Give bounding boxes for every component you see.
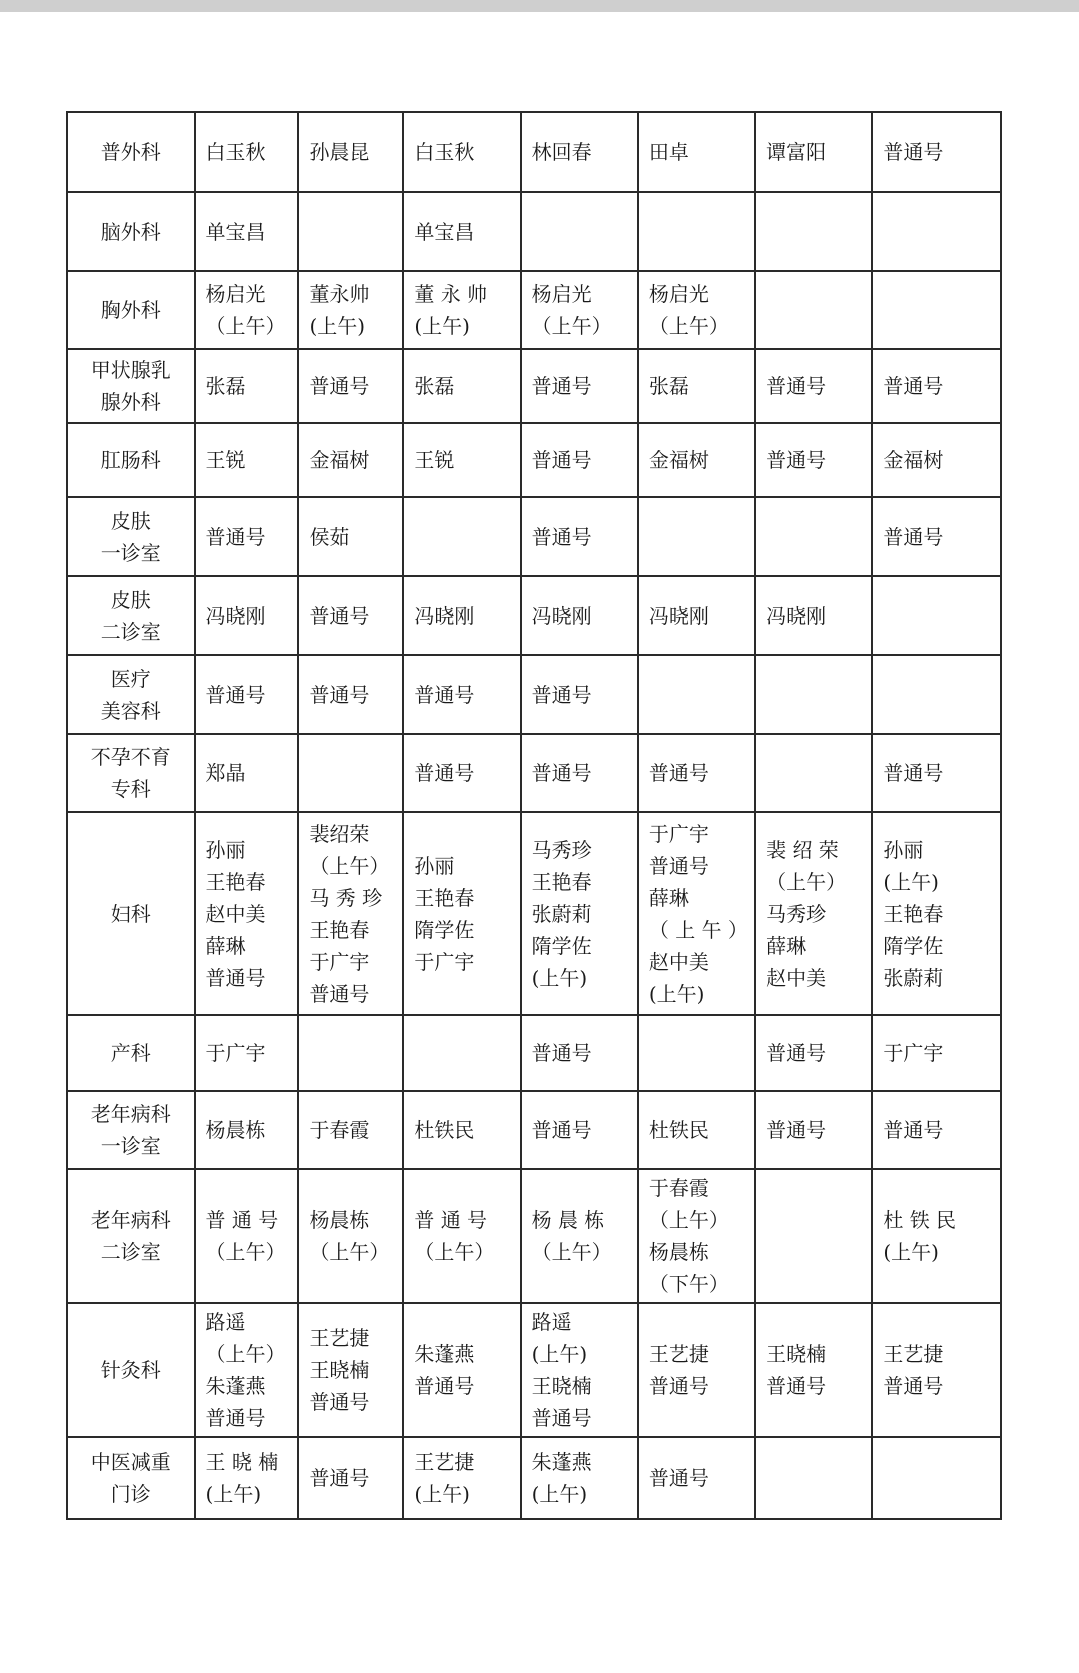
schedule-cell — [638, 1015, 755, 1091]
schedule-cell — [638, 497, 755, 576]
clinic-schedule-table — [66, 111, 1002, 1520]
schedule-cell: 普通号 — [521, 1091, 638, 1169]
schedule-cell — [403, 1015, 520, 1091]
schedule-cell: 张磊 — [195, 349, 299, 423]
schedule-cell — [872, 1437, 1001, 1519]
table-row — [67, 349, 1001, 423]
department-cell: 皮肤 二诊室 — [67, 576, 195, 655]
schedule-cell: 杨启光 （上午） — [521, 271, 638, 349]
table-row — [67, 655, 1001, 734]
schedule-cell: 于广宇 — [872, 1015, 1001, 1091]
schedule-cell: 单宝昌 — [403, 192, 520, 271]
schedule-cell: 普通号 — [872, 497, 1001, 576]
table-row — [67, 1091, 1001, 1169]
schedule-cell: 孙晨昆 — [298, 112, 403, 192]
schedule-cell — [872, 192, 1001, 271]
schedule-cell — [403, 497, 520, 576]
schedule-cell: 于春霞 （上午） 杨晨栋 （下午） — [638, 1169, 755, 1303]
schedule-cell: 金福树 — [298, 423, 403, 497]
schedule-cell: 普通号 — [521, 423, 638, 497]
schedule-cell: 普通号 — [872, 112, 1001, 192]
schedule-cell — [755, 655, 872, 734]
schedule-cell: 林回春 — [521, 112, 638, 192]
schedule-cell: 王艺捷 王晓楠 普通号 — [298, 1303, 403, 1437]
department-cell: 产科 — [67, 1015, 195, 1091]
schedule-cell: 于春霞 — [298, 1091, 403, 1169]
schedule-cell: 普通号 — [872, 734, 1001, 812]
schedule-cell — [872, 655, 1001, 734]
schedule-cell: 裴 绍 荣 （上午） 马秀珍 薛琳 赵中美 — [755, 812, 872, 1015]
schedule-cell: 冯晓刚 — [521, 576, 638, 655]
department-cell: 甲状腺乳 腺外科 — [67, 349, 195, 423]
schedule-cell — [755, 734, 872, 812]
schedule-cell: 杨 晨 栋 （上午） — [521, 1169, 638, 1303]
schedule-cell: 普通号 — [298, 1437, 403, 1519]
schedule-cell — [755, 1169, 872, 1303]
schedule-cell: 普通号 — [638, 1437, 755, 1519]
schedule-cell: 朱蓬燕 普通号 — [403, 1303, 520, 1437]
schedule-cell: 冯晓刚 — [755, 576, 872, 655]
schedule-cell: 杨晨栋 — [195, 1091, 299, 1169]
schedule-cell: 金福树 — [872, 423, 1001, 497]
schedule-cell: 普通号 — [872, 349, 1001, 423]
schedule-cell: 普通号 — [755, 423, 872, 497]
department-cell: 胸外科 — [67, 271, 195, 349]
schedule-cell: 于广宇 普通号 薛琳 （ 上 午 ） 赵中美 (上午) — [638, 812, 755, 1015]
schedule-cell — [755, 1437, 872, 1519]
schedule-cell: 王艺捷 (上午) — [403, 1437, 520, 1519]
schedule-cell: 冯晓刚 — [638, 576, 755, 655]
schedule-cell: 张磊 — [403, 349, 520, 423]
schedule-cell: 谭富阳 — [755, 112, 872, 192]
department-cell: 皮肤 一诊室 — [67, 497, 195, 576]
department-cell: 肛肠科 — [67, 423, 195, 497]
schedule-cell: 路遥 （上午） 朱蓬燕 普通号 — [195, 1303, 299, 1437]
schedule-cell: 路遥 (上午) 王晓楠 普通号 — [521, 1303, 638, 1437]
department-cell: 针灸科 — [67, 1303, 195, 1437]
top-gray-bar — [0, 0, 1079, 12]
schedule-cell: 普通号 — [755, 349, 872, 423]
schedule-cell: 郑晶 — [195, 734, 299, 812]
schedule-cell: 普通号 — [298, 349, 403, 423]
table-row — [67, 192, 1001, 271]
schedule-cell: 普 通 号 （上午） — [195, 1169, 299, 1303]
schedule-cell: 于广宇 — [195, 1015, 299, 1091]
schedule-cell: 王 晓 楠 (上午) — [195, 1437, 299, 1519]
schedule-cell — [298, 734, 403, 812]
schedule-cell — [521, 192, 638, 271]
schedule-cell: 普 通 号 （上午） — [403, 1169, 520, 1303]
schedule-cell — [755, 271, 872, 349]
schedule-cell: 王艺捷 普通号 — [872, 1303, 1001, 1437]
schedule-cell: 侯茹 — [298, 497, 403, 576]
department-cell: 普外科 — [67, 112, 195, 192]
schedule-cell: 张磊 — [638, 349, 755, 423]
schedule-cell: 普通号 — [195, 497, 299, 576]
table-row — [67, 734, 1001, 812]
department-cell: 中医减重 门诊 — [67, 1437, 195, 1519]
schedule-cell: 杨晨栋 （上午） — [298, 1169, 403, 1303]
table-row — [67, 271, 1001, 349]
schedule-cell: 普通号 — [298, 655, 403, 734]
schedule-cell: 王晓楠 普通号 — [755, 1303, 872, 1437]
schedule-cell — [755, 192, 872, 271]
table-row — [67, 1303, 1001, 1437]
schedule-cell: 杜铁民 — [638, 1091, 755, 1169]
department-cell: 妇科 — [67, 812, 195, 1015]
schedule-cell: 董 永 帅 (上午) — [403, 271, 520, 349]
table-row — [67, 576, 1001, 655]
department-cell: 医疗 美容科 — [67, 655, 195, 734]
schedule-cell — [872, 576, 1001, 655]
department-cell: 不孕不育 专科 — [67, 734, 195, 812]
schedule-cell: 单宝昌 — [195, 192, 299, 271]
schedule-cell: 普通号 — [872, 1091, 1001, 1169]
schedule-cell: 田卓 — [638, 112, 755, 192]
schedule-cell: 普通号 — [638, 734, 755, 812]
schedule-cell — [872, 271, 1001, 349]
table-row — [67, 423, 1001, 497]
department-cell: 老年病科 一诊室 — [67, 1091, 195, 1169]
schedule-cell: 普通号 — [521, 734, 638, 812]
schedule-cell: 普通号 — [755, 1015, 872, 1091]
schedule-cell: 裴绍荣 （上午） 马 秀 珍 王艳春 于广宇 普通号 — [298, 812, 403, 1015]
schedule-cell — [298, 192, 403, 271]
table-row — [67, 812, 1001, 1015]
table-row — [67, 1169, 1001, 1303]
schedule-cell — [638, 655, 755, 734]
schedule-cell: 冯晓刚 — [403, 576, 520, 655]
schedule-cell: 普通号 — [755, 1091, 872, 1169]
schedule-cell: 普通号 — [403, 734, 520, 812]
schedule-cell: 冯晓刚 — [195, 576, 299, 655]
schedule-cell: 孙丽 王艳春 隋学佐 于广宇 — [403, 812, 520, 1015]
schedule-cell: 朱蓬燕 (上午) — [521, 1437, 638, 1519]
schedule-cell: 杨启光 （上午） — [638, 271, 755, 349]
department-cell: 老年病科 二诊室 — [67, 1169, 195, 1303]
schedule-cell: 普通号 — [521, 1015, 638, 1091]
schedule-cell: 董永帅 (上午) — [298, 271, 403, 349]
schedule-cell: 杜铁民 — [403, 1091, 520, 1169]
schedule-cell: 孙丽 (上午) 王艳春 隋学佐 张蔚莉 — [872, 812, 1001, 1015]
department-cell: 脑外科 — [67, 192, 195, 271]
schedule-cell: 普通号 — [521, 497, 638, 576]
schedule-cell: 普通号 — [403, 655, 520, 734]
schedule-cell — [755, 497, 872, 576]
schedule-cell: 王艺捷 普通号 — [638, 1303, 755, 1437]
table-row — [67, 112, 1001, 192]
schedule-cell: 王锐 — [195, 423, 299, 497]
schedule-cell: 普通号 — [521, 655, 638, 734]
schedule-cell: 普通号 — [298, 576, 403, 655]
schedule-cell: 杜 铁 民 (上午) — [872, 1169, 1001, 1303]
table-row — [67, 1015, 1001, 1091]
schedule-cell: 杨启光 （上午） — [195, 271, 299, 349]
schedule-cell — [638, 192, 755, 271]
schedule-cell — [298, 1015, 403, 1091]
table-row — [67, 497, 1001, 576]
schedule-body — [67, 112, 1001, 1519]
schedule-cell: 白玉秋 — [403, 112, 520, 192]
schedule-cell: 白玉秋 — [195, 112, 299, 192]
schedule-cell: 金福树 — [638, 423, 755, 497]
schedule-cell: 马秀珍 王艳春 张蔚莉 隋学佐 (上午) — [521, 812, 638, 1015]
schedule-cell: 孙丽 王艳春 赵中美 薛琳 普通号 — [195, 812, 299, 1015]
schedule-cell: 王锐 — [403, 423, 520, 497]
schedule-cell: 普通号 — [521, 349, 638, 423]
table-row — [67, 1437, 1001, 1519]
schedule-cell: 普通号 — [195, 655, 299, 734]
